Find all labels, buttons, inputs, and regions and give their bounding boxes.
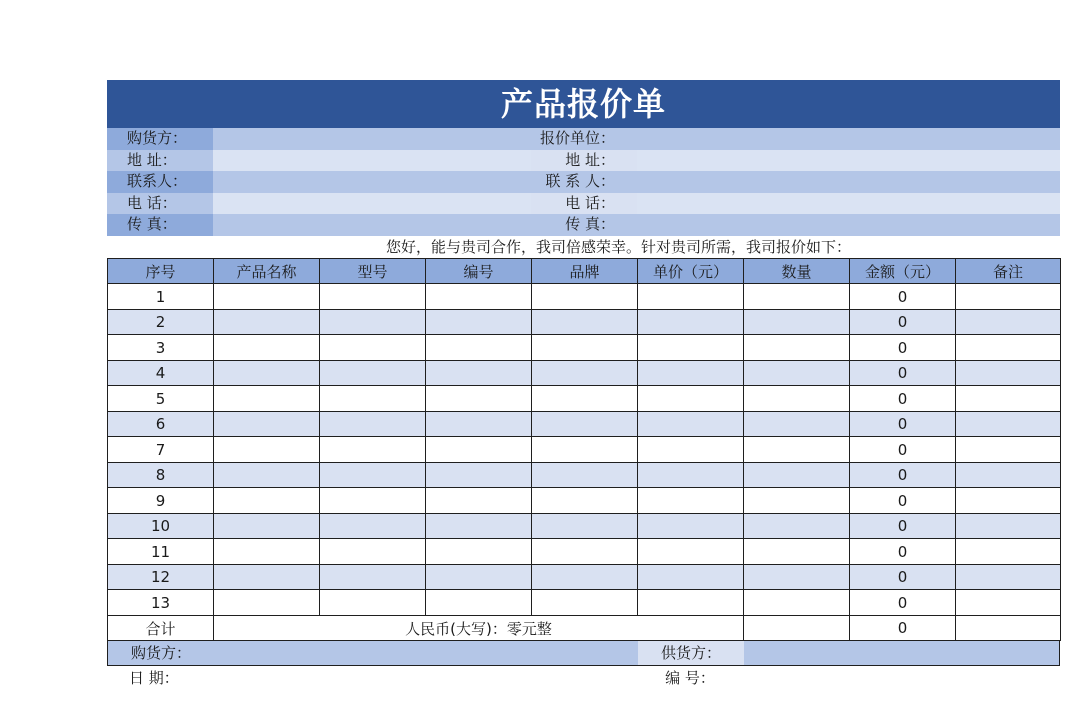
- cell-amount: 0: [850, 513, 956, 539]
- cell-brand[interactable]: [532, 488, 638, 514]
- cell-amount: 0: [850, 360, 956, 386]
- cell-brand[interactable]: [532, 437, 638, 463]
- cell-product-name[interactable]: [214, 564, 320, 590]
- cell-model[interactable]: [320, 386, 426, 412]
- cell-amount: 0: [850, 488, 956, 514]
- cell-no: 12: [108, 564, 214, 590]
- cell-brand[interactable]: [532, 564, 638, 590]
- cell-remarks[interactable]: [956, 335, 1061, 361]
- cell-unit-price[interactable]: [638, 539, 744, 565]
- info-value-phone[interactable]: [213, 193, 531, 215]
- cell-amount: 0: [850, 564, 956, 590]
- info-label-address: 地 址：: [107, 150, 213, 172]
- info-value-fax-2[interactable]: [637, 214, 1060, 236]
- cell-remarks[interactable]: [956, 284, 1061, 310]
- table-row: [108, 437, 1061, 463]
- cell-no: 2: [108, 309, 214, 335]
- cell-unit-price[interactable]: [638, 309, 744, 335]
- cell-amount: 0: [850, 309, 956, 335]
- cell-product-name[interactable]: [214, 360, 320, 386]
- cell-product-name[interactable]: [214, 284, 320, 310]
- cell-model[interactable]: [320, 462, 426, 488]
- cell-code[interactable]: [426, 309, 532, 335]
- cell-unit-price[interactable]: [638, 437, 744, 463]
- info-value-address[interactable]: [213, 150, 531, 172]
- header-quantity: 数量: [744, 258, 850, 284]
- cell-unit-price[interactable]: [638, 488, 744, 514]
- info-row-buyer: [107, 128, 1060, 150]
- greeting-text: 您好，能与贵司合作，我司倍感荣幸。针对贵司所需，我司报价如下：: [385, 237, 851, 256]
- info-row-phone: [107, 193, 1060, 215]
- cell-quantity[interactable]: [744, 462, 850, 488]
- cell-code[interactable]: [426, 462, 532, 488]
- cell-quantity[interactable]: [744, 539, 850, 565]
- cell-model[interactable]: [320, 513, 426, 539]
- cell-no: 3: [108, 335, 214, 361]
- total-amount-in-words: 人民币(大写)：零元整: [214, 615, 744, 641]
- cell-unit-price[interactable]: [638, 284, 744, 310]
- footer-signature-row: [107, 641, 1060, 666]
- info-label-phone: 电 话：: [107, 193, 213, 215]
- info-label-fax: 传 真：: [107, 214, 213, 236]
- cell-quantity[interactable]: [744, 335, 850, 361]
- cell-no: 1: [108, 284, 214, 310]
- cell-quantity[interactable]: [744, 513, 850, 539]
- total-label: 合计: [108, 615, 214, 641]
- info-row-fax: [107, 214, 1060, 236]
- cell-quantity[interactable]: [744, 411, 850, 437]
- footer-date-row: [107, 666, 1060, 691]
- cell-amount: 0: [850, 335, 956, 361]
- cell-brand[interactable]: [532, 335, 638, 361]
- cell-no: 8: [108, 462, 214, 488]
- cell-remarks[interactable]: [956, 360, 1061, 386]
- table-row: [108, 386, 1061, 412]
- table-row: [108, 335, 1061, 361]
- cell-product-name[interactable]: [214, 462, 320, 488]
- table-row: [108, 309, 1061, 335]
- table-header-row: [108, 258, 1061, 284]
- cell-brand[interactable]: [532, 539, 638, 565]
- table-body: [108, 284, 1061, 641]
- table-row: [108, 590, 1061, 616]
- cell-remarks[interactable]: [956, 386, 1061, 412]
- cell-quantity[interactable]: [744, 386, 850, 412]
- footer-buyer-label: 购货方：: [108, 641, 214, 665]
- cell-model[interactable]: [320, 360, 426, 386]
- header-unit-price: 单价（元）: [638, 258, 744, 284]
- cell-product-name[interactable]: [214, 590, 320, 616]
- cell-code[interactable]: [426, 386, 532, 412]
- cell-remarks[interactable]: [956, 411, 1061, 437]
- cell-amount: 0: [850, 462, 956, 488]
- cell-unit-price[interactable]: [638, 411, 744, 437]
- cell-no: 11: [108, 539, 214, 565]
- header-remarks: 备注: [956, 258, 1061, 284]
- cell-model[interactable]: [320, 437, 426, 463]
- header-amount: 金额（元）: [850, 258, 956, 284]
- table-row: [108, 488, 1061, 514]
- cell-code[interactable]: [426, 360, 532, 386]
- cell-code[interactable]: [426, 513, 532, 539]
- cell-model[interactable]: [320, 564, 426, 590]
- header-no: 序号: [108, 258, 214, 284]
- cell-unit-price[interactable]: [638, 462, 744, 488]
- table-row: [108, 513, 1061, 539]
- cell-product-name[interactable]: [214, 488, 320, 514]
- cell-product-name[interactable]: [214, 437, 320, 463]
- info-value-phone-2[interactable]: [637, 193, 1060, 215]
- cell-quantity[interactable]: [744, 437, 850, 463]
- cell-amount: 0: [850, 284, 956, 310]
- cell-brand[interactable]: [532, 386, 638, 412]
- total-row: [108, 615, 1061, 641]
- table-row: [108, 360, 1061, 386]
- footer-buyer-value[interactable]: [214, 641, 638, 665]
- cell-remarks[interactable]: [956, 564, 1061, 590]
- cell-code[interactable]: [426, 590, 532, 616]
- table-row: [108, 539, 1061, 565]
- cell-no: 9: [108, 488, 214, 514]
- cell-quantity[interactable]: [744, 590, 850, 616]
- cell-no: 10: [108, 513, 214, 539]
- cell-remarks[interactable]: [956, 513, 1061, 539]
- info-value-quoting-unit[interactable]: [637, 128, 1060, 150]
- cell-model[interactable]: [320, 539, 426, 565]
- footer-supplier-value[interactable]: [744, 641, 1059, 665]
- cell-amount: 0: [850, 539, 956, 565]
- header-model: 型号: [320, 258, 426, 284]
- info-label-quoting-unit: 报价单位：: [539, 129, 615, 147]
- cell-no: 6: [108, 411, 214, 437]
- cell-model[interactable]: [320, 411, 426, 437]
- cell-product-name[interactable]: [214, 335, 320, 361]
- cell-model[interactable]: [320, 488, 426, 514]
- table-row: [108, 411, 1061, 437]
- info-label-buyer: 购货方：: [107, 128, 213, 150]
- cell-model[interactable]: [320, 309, 426, 335]
- cell-quantity[interactable]: [744, 360, 850, 386]
- info-value-contact[interactable]: [213, 171, 531, 193]
- cell-quantity[interactable]: [744, 564, 850, 590]
- total-amount: 0: [850, 615, 956, 641]
- table-row: [108, 284, 1061, 310]
- cell-amount: 0: [850, 411, 956, 437]
- cell-product-name[interactable]: [214, 411, 320, 437]
- footer-date-value[interactable]: [213, 666, 637, 691]
- table-row: [108, 564, 1061, 590]
- info-row-contact: [107, 171, 1060, 193]
- cell-amount: 0: [850, 437, 956, 463]
- cell-code[interactable]: [426, 437, 532, 463]
- cell-unit-price[interactable]: [638, 564, 744, 590]
- header-brand: 品牌: [532, 258, 638, 284]
- cell-brand[interactable]: [532, 360, 638, 386]
- cell-product-name[interactable]: [214, 513, 320, 539]
- cell-product-name[interactable]: [214, 309, 320, 335]
- footer-number-label: 编 号：: [665, 669, 715, 688]
- cell-no: 5: [108, 386, 214, 412]
- cell-unit-price[interactable]: [638, 386, 744, 412]
- cell-remarks[interactable]: [956, 437, 1061, 463]
- cell-no: 7: [108, 437, 214, 463]
- cell-quantity[interactable]: [744, 284, 850, 310]
- cell-brand[interactable]: [532, 513, 638, 539]
- footer-supplier-label: 供货方：: [638, 641, 744, 665]
- footer-date-label: 日 期：: [129, 669, 179, 688]
- items-table: [107, 258, 1061, 642]
- cell-brand[interactable]: [532, 590, 638, 616]
- header-code: 编号: [426, 258, 532, 284]
- cell-code[interactable]: [426, 284, 532, 310]
- cell-code[interactable]: [426, 564, 532, 590]
- cell-model[interactable]: [320, 335, 426, 361]
- cell-remarks[interactable]: [956, 539, 1061, 565]
- cell-amount: 0: [850, 590, 956, 616]
- cell-product-name[interactable]: [214, 539, 320, 565]
- cell-brand[interactable]: [532, 462, 638, 488]
- info-value-address-2[interactable]: [637, 150, 1060, 172]
- info-label-contact: 联系人：: [107, 171, 213, 193]
- cell-no: 13: [108, 590, 214, 616]
- cell-model[interactable]: [320, 590, 426, 616]
- cell-remarks[interactable]: [956, 488, 1061, 514]
- total-quantity[interactable]: [744, 615, 850, 641]
- info-row-address: [107, 150, 1060, 172]
- info-value-contact-2[interactable]: [637, 171, 1060, 193]
- info-value-fax[interactable]: [213, 214, 531, 236]
- cell-code[interactable]: [426, 335, 532, 361]
- cell-brand[interactable]: [532, 284, 638, 310]
- cell-code[interactable]: [426, 539, 532, 565]
- info-label-address-2: 地 址：: [565, 150, 615, 169]
- info-label-fax-2: 传 真：: [565, 215, 615, 234]
- cell-remarks[interactable]: [956, 309, 1061, 335]
- cell-product-name[interactable]: [214, 386, 320, 412]
- cell-model[interactable]: [320, 284, 426, 310]
- header-product-name: 产品名称: [214, 258, 320, 284]
- sheet-title: 产品报价单: [107, 80, 1060, 128]
- info-label-phone-2: 电 话：: [565, 193, 615, 212]
- cell-code[interactable]: [426, 488, 532, 514]
- table-row: [108, 462, 1061, 488]
- info-value-buyer[interactable]: [213, 128, 531, 150]
- cell-unit-price[interactable]: [638, 360, 744, 386]
- cell-remarks[interactable]: [956, 590, 1061, 616]
- cell-unit-price[interactable]: [638, 513, 744, 539]
- quotation-sheet: [107, 80, 1060, 691]
- cell-amount: 0: [850, 386, 956, 412]
- total-remarks[interactable]: [956, 615, 1061, 641]
- cell-quantity[interactable]: [744, 309, 850, 335]
- cell-unit-price[interactable]: [638, 590, 744, 616]
- footer-number-value[interactable]: [743, 666, 1060, 691]
- cell-code[interactable]: [426, 411, 532, 437]
- cell-remarks[interactable]: [956, 462, 1061, 488]
- cell-unit-price[interactable]: [638, 335, 744, 361]
- cell-no: 4: [108, 360, 214, 386]
- cell-brand[interactable]: [532, 309, 638, 335]
- cell-quantity[interactable]: [744, 488, 850, 514]
- cell-brand[interactable]: [532, 411, 638, 437]
- info-label-contact-2: 联 系 人：: [545, 172, 615, 191]
